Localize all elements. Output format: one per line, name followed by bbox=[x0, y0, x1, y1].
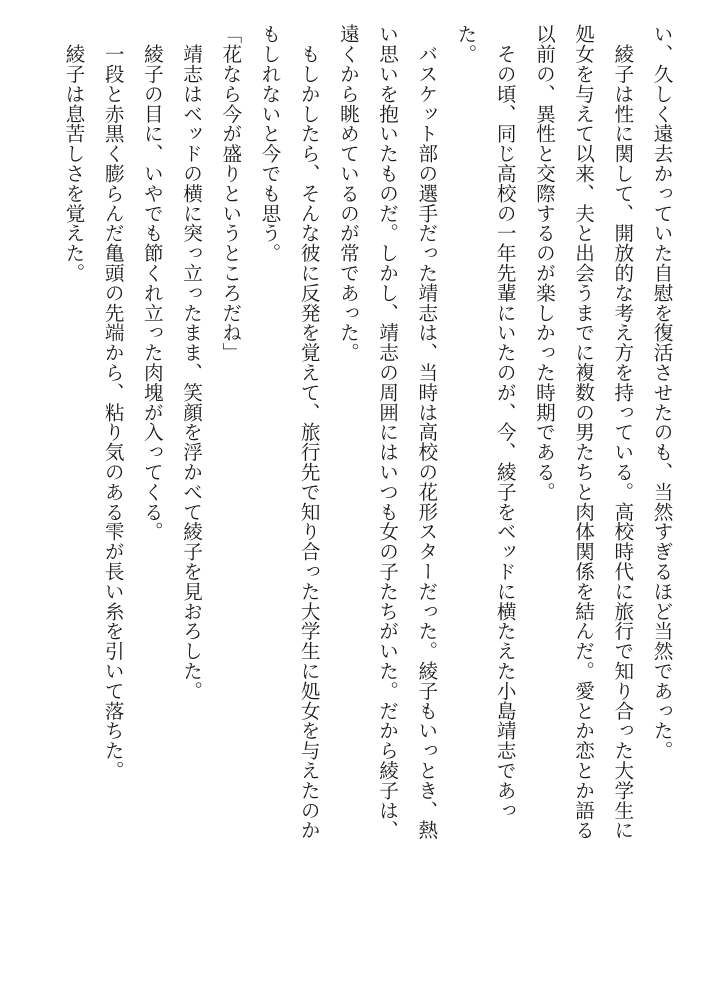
text-line: 以前の、異性と交際するのが楽しかった時期である。 bbox=[532, 24, 556, 502]
text-line: バスケット部の選手だった靖志は、当時は高校の花形スターだった。綾子もいっとき、熱 bbox=[414, 24, 438, 840]
text-line: 遠くから眺めているのが常であった。 bbox=[336, 24, 360, 363]
text-line: 綾子の目に、いやでも節くれ立った肉塊が入ってくる。 bbox=[140, 24, 164, 542]
text-line: い思いを抱いたものだ。しかし、靖志の周囲にはいつも女の子たちがいた。だから綾子は、 bbox=[375, 24, 399, 840]
text-line: 綾子は性に関して、開放的な考え方を持っている。高校時代に旅行で知り合った大学生に bbox=[610, 24, 634, 840]
text-line: い、久しく遠去かっていた自慰を復活させたのも、当然すぎるほど当然であった。 bbox=[650, 24, 673, 761]
vertical-text-body bbox=[54, 24, 681, 984]
dialogue-line: 「花なら今が盛りというところだね」 bbox=[218, 24, 242, 363]
text-line: もしれないと今でも思う。 bbox=[257, 24, 281, 263]
text-line: もしかしたら、そんな彼に反発を覚えて、旅行先で知り合った大学生に処女を与えたのか bbox=[297, 24, 321, 840]
text-line: 綾子は息苦しさを覚えた。 bbox=[61, 24, 85, 283]
text-line: 一段と赤黒く膨らんだ亀頭の先端から、粘り気のある雫が長い糸を引いて落ちた。 bbox=[101, 24, 125, 781]
text-line: 靖志はベッドの横に突っ立ったまま、笑顔を浮かべて綾子を見おろした。 bbox=[179, 24, 203, 701]
text-line: その頃、同じ高校の一年先輩にいたのが、今、綾子をベッドに横たえた小島靖志であっ bbox=[493, 24, 517, 820]
text-line: た。 bbox=[453, 24, 477, 64]
text-line: 処女を与えて以来、夫と出会うまでに複数の男たちと肉体関係を結んだ。愛とか恋とか語る bbox=[571, 24, 595, 840]
